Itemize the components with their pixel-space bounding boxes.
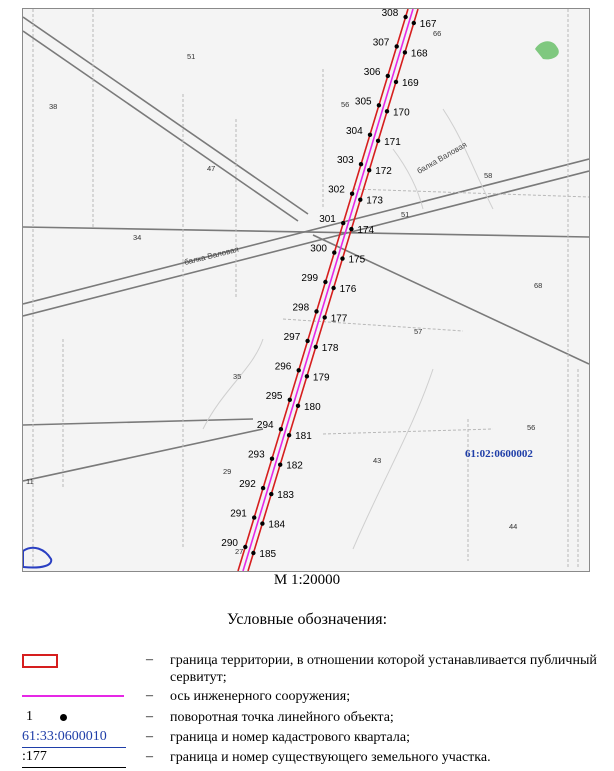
turning-point-label: 307 <box>372 37 390 49</box>
turning-point-label: 178 <box>321 342 339 354</box>
turning-point-marker <box>341 221 345 225</box>
engineering-axis <box>243 9 413 571</box>
contour-line <box>393 149 423 209</box>
plot-number: 56 <box>527 423 536 432</box>
turning-point-label: 305 <box>354 96 372 108</box>
contour-line <box>353 369 433 549</box>
valley-road <box>23 171 589 316</box>
turning-point-marker <box>359 162 363 166</box>
field-boundary <box>23 419 253 425</box>
turning-point-marker <box>331 286 335 290</box>
road-line <box>23 17 308 214</box>
turning-point-marker <box>395 44 399 48</box>
turning-point-label: 303 <box>337 155 354 167</box>
turning-point-label: 297 <box>283 331 301 343</box>
turning-point-label: 306 <box>363 66 381 78</box>
turning-point-label: 302 <box>328 184 345 196</box>
map-canvas <box>23 9 589 571</box>
turning-point-label: 172 <box>375 166 392 178</box>
legend-dash: – <box>146 729 153 744</box>
turning-point-marker <box>385 109 389 113</box>
turning-point-marker <box>269 492 273 496</box>
cadastral-map <box>22 8 590 572</box>
legend-text: поворотная точка линейного объекта; <box>170 710 394 725</box>
turning-point-label: 304 <box>346 125 363 137</box>
turning-point-marker <box>252 515 256 519</box>
turning-point-label: 177 <box>330 313 348 325</box>
turning-point-label: 180 <box>304 401 321 413</box>
turning-point-label: 183 <box>277 490 294 502</box>
turning-point-marker <box>261 486 265 490</box>
turning-point-marker <box>296 404 300 408</box>
turning-point-marker <box>412 21 416 25</box>
turning-point-label: 168 <box>410 48 428 60</box>
plot-number: 58 <box>484 171 493 180</box>
turning-point-number: 1 <box>26 709 33 724</box>
legend-dash: – <box>146 652 153 667</box>
turning-point-marker <box>297 368 301 372</box>
turning-point-label: 171 <box>384 136 401 148</box>
turning-point-marker <box>305 339 309 343</box>
turning-point-marker <box>332 250 336 254</box>
turning-point-marker <box>349 227 353 231</box>
turning-point-label: 175 <box>348 254 366 266</box>
turning-point-marker <box>368 133 372 137</box>
turning-point-label: 170 <box>393 107 410 119</box>
plot-number: 43 <box>373 456 382 465</box>
vegetation-patch <box>535 41 559 59</box>
servitude-corridor <box>238 9 418 571</box>
valley-label: балка Валовая <box>183 244 240 267</box>
quarter-label: 61:02:0600002 <box>465 448 533 460</box>
field-boundary <box>283 319 463 331</box>
turning-point-label: 294 <box>256 420 274 432</box>
plot-number: 47 <box>207 164 216 173</box>
turning-point-label: 296 <box>274 361 292 373</box>
turning-point-label: 308 <box>381 9 399 19</box>
turning-point-label: 291 <box>230 508 247 520</box>
turning-point-label: 179 <box>312 372 330 384</box>
turning-point-marker <box>386 74 390 78</box>
valley-label: балка Валовая <box>415 140 469 176</box>
turning-point-label: 293 <box>248 449 265 461</box>
turning-point-label: 300 <box>310 243 327 255</box>
turning-point-marker <box>243 545 247 549</box>
turning-point-marker <box>270 457 274 461</box>
turning-point-marker <box>260 521 264 525</box>
turning-point-marker <box>323 280 327 284</box>
plot-number: 66 <box>433 29 442 38</box>
turning-point-marker <box>323 315 327 319</box>
turning-point-label: 185 <box>259 549 277 560</box>
turning-point-label: 301 <box>319 214 336 226</box>
legend-title: Условные обозначения: <box>226 611 388 628</box>
plot-number: 51 <box>401 210 410 219</box>
turning-point-label: 290 <box>221 538 238 549</box>
plot-number: 44 <box>509 522 518 531</box>
field-boundary <box>353 189 589 197</box>
plot-number: 51 <box>187 52 196 61</box>
water-body <box>23 548 51 568</box>
turning-point-label: 174 <box>357 225 375 237</box>
turning-point-dot-icon <box>60 714 67 721</box>
turning-point-label: 181 <box>295 431 312 443</box>
legend-text: граница и номер существующего земельного участка. <box>170 750 491 765</box>
turning-point-marker <box>340 256 344 260</box>
turning-point-marker <box>287 433 291 437</box>
axis-symbol <box>22 695 124 697</box>
plot-symbol-line <box>22 767 126 768</box>
turning-point-label: 182 <box>286 460 303 472</box>
legend-dash: – <box>146 709 153 724</box>
turning-point-marker <box>288 398 292 402</box>
contour-line <box>203 339 263 429</box>
turning-point-marker <box>350 192 354 196</box>
turning-point-marker <box>358 198 362 202</box>
road-line <box>23 31 298 221</box>
servitude-boundary-symbol <box>22 654 58 668</box>
turning-point-marker <box>403 15 407 19</box>
turning-point-label: 295 <box>265 390 283 402</box>
plot-number: 35 <box>233 372 242 381</box>
quarter-symbol-label: 61:33:0600010 <box>22 729 107 744</box>
turning-point-marker <box>251 551 255 555</box>
turning-point-marker <box>367 168 371 172</box>
turning-point-marker <box>394 80 398 84</box>
plot-number: 56 <box>341 100 350 109</box>
legend-dash: – <box>146 688 153 703</box>
turning-point-marker <box>377 103 381 107</box>
map-scale: М 1:20000 <box>273 572 341 588</box>
turning-point-marker <box>314 309 318 313</box>
legend-dash: – <box>146 749 153 764</box>
turning-point-marker <box>305 374 309 378</box>
plot-number: 11 <box>26 477 34 486</box>
turning-point-label: 173 <box>366 195 383 207</box>
turning-point-marker <box>278 463 282 467</box>
turning-point-label: 184 <box>268 519 286 531</box>
quarter-symbol-line <box>22 747 126 748</box>
plot-number: 34 <box>133 233 142 242</box>
plot-symbol-label: :177 <box>22 749 47 764</box>
legend-text: граница территории, в отношении которой устанавливается публичный сервитут; <box>170 653 597 685</box>
plot-number: 68 <box>534 281 543 290</box>
turning-point-label: 167 <box>419 19 437 30</box>
turning-point-marker <box>314 345 318 349</box>
turning-point-marker <box>376 139 380 143</box>
legend-text: граница и номер кадастрового квартала; <box>170 730 410 745</box>
legend-text: ось инженерного сооружения; <box>170 689 351 704</box>
turning-point-marker <box>279 427 283 431</box>
turning-point-label: 176 <box>339 284 357 295</box>
turning-point-label: 169 <box>402 77 419 89</box>
plot-number: 27 <box>235 547 244 556</box>
turning-point-label: 292 <box>239 479 256 491</box>
turning-point-marker <box>403 50 407 54</box>
plot-number: 38 <box>49 102 58 111</box>
plot-number: 57 <box>414 327 423 336</box>
turning-point-label: 299 <box>301 273 319 284</box>
turning-point-label: 298 <box>292 302 310 314</box>
plot-number: 29 <box>223 467 232 476</box>
